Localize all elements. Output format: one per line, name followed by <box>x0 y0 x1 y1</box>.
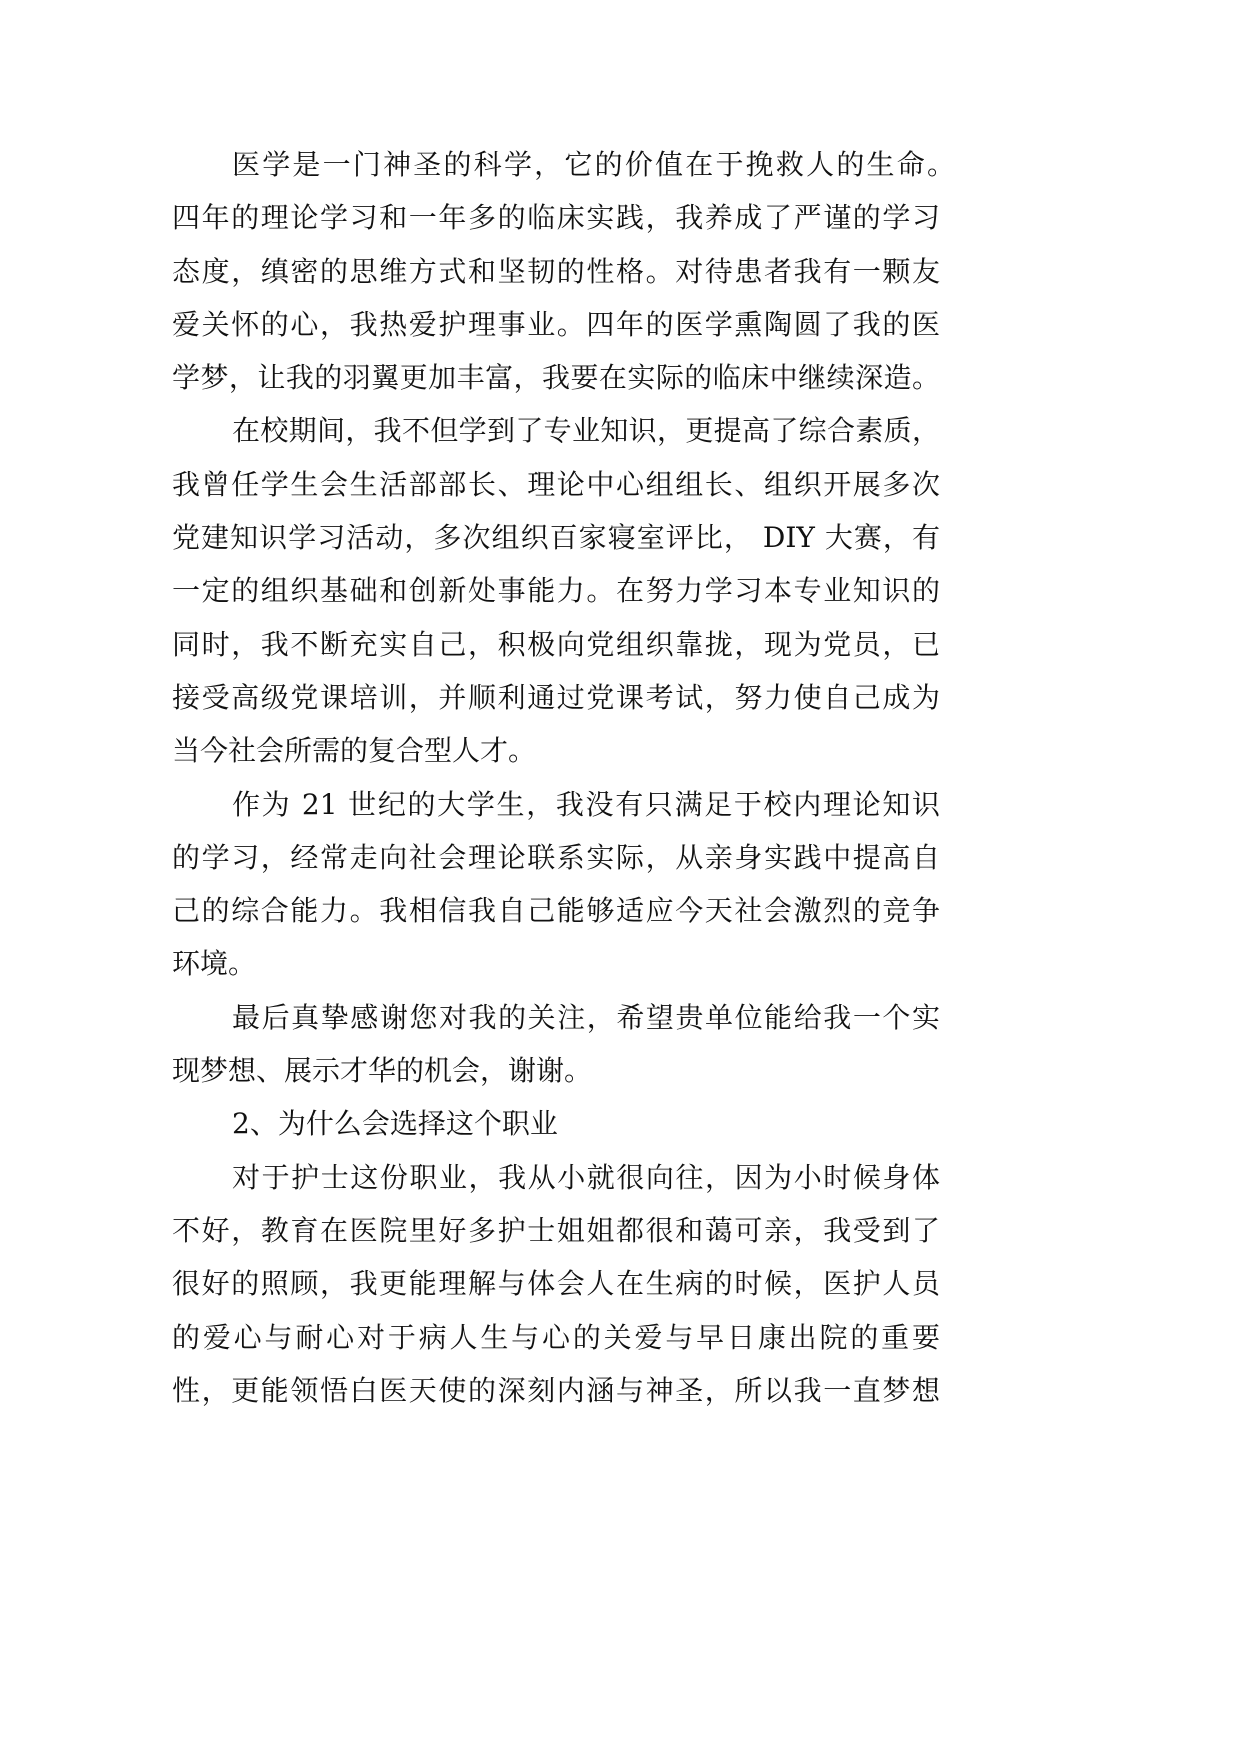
paragraph <box>172 404 940 777</box>
text-line: 现梦想、展示才华的机会，谢谢。 <box>172 1054 593 1088</box>
text-line: 作为 21 世纪的大学生，我没有只满足于校内理论知识 <box>232 787 940 821</box>
text-line: 接受高级党课培训，并顺利通过党课考试，努力使自己成为 <box>172 680 940 714</box>
text-line: 一定的组织基础和创新处事能力。在努力学习本专业知识的 <box>172 574 940 608</box>
text-line: 最后真挚感谢您对我的关注，希望贵单位能给我一个实 <box>232 1000 940 1034</box>
section-heading <box>172 1097 940 1150</box>
text-line: 环境。 <box>172 947 257 981</box>
text-line: 的爱心与耐心对于病人生与心的关爱与早日康出院的重要 <box>172 1320 940 1354</box>
text-line: 在校期间，我不但学到了专业知识，更提高了综合素质， <box>232 414 940 448</box>
text-line: 党建知识学习活动，多次组织百家寝室评比， DIY 大赛，有 <box>172 521 940 555</box>
text-line: 对于护士这份职业，我从小就很向往，因为小时候身体 <box>232 1160 940 1194</box>
text-line: 爱关怀的心，我热爱护理事业。四年的医学熏陶圆了我的医 <box>172 307 940 341</box>
text-line: 医学是一门神圣的科学，它的价值在于挽救人的生命。 <box>232 148 955 181</box>
text-line: 不好，教育在医院里好多护士姐姐都很和蔼可亲，我受到了 <box>172 1213 940 1247</box>
text-line: 我曾任学生会生活部部长、理论中心组组长、组织开展多次 <box>172 467 940 501</box>
paragraph <box>172 778 940 991</box>
paragraph <box>172 138 955 404</box>
text-line: 同时，我不断充实自己，积极向党组织靠拢，现为党员，已 <box>172 627 940 661</box>
text-line: 己的综合能力。我相信我自己能够适应今天社会激烈的竞争 <box>172 894 940 928</box>
text-line: 当今社会所需的复合型人才。 <box>172 734 537 768</box>
text-line: 四年的理论学习和一年多的临床实践，我养成了严谨的学习 <box>172 201 940 235</box>
paragraph <box>172 1151 940 1417</box>
text-line: 性，更能领悟白医天使的深刻内涵与神圣，所以我一直梦想 <box>172 1373 940 1407</box>
text-line: 的学习，经常走向社会理论联系实际，从亲身实践中提高自 <box>172 840 940 874</box>
document-body <box>172 138 955 1417</box>
text-line: 学梦，让我的羽翼更加丰富，我要在实际的临床中继续深造。 <box>172 361 940 395</box>
paragraph <box>172 991 940 1098</box>
section-heading-text: 2、为什么会选择这个职业 <box>232 1107 558 1141</box>
text-line: 态度，缜密的思维方式和坚韧的性格。对待患者我有一颗友 <box>172 254 940 288</box>
text-line: 很好的照顾，我更能理解与体会人在生病的时候，医护人员 <box>172 1267 940 1301</box>
